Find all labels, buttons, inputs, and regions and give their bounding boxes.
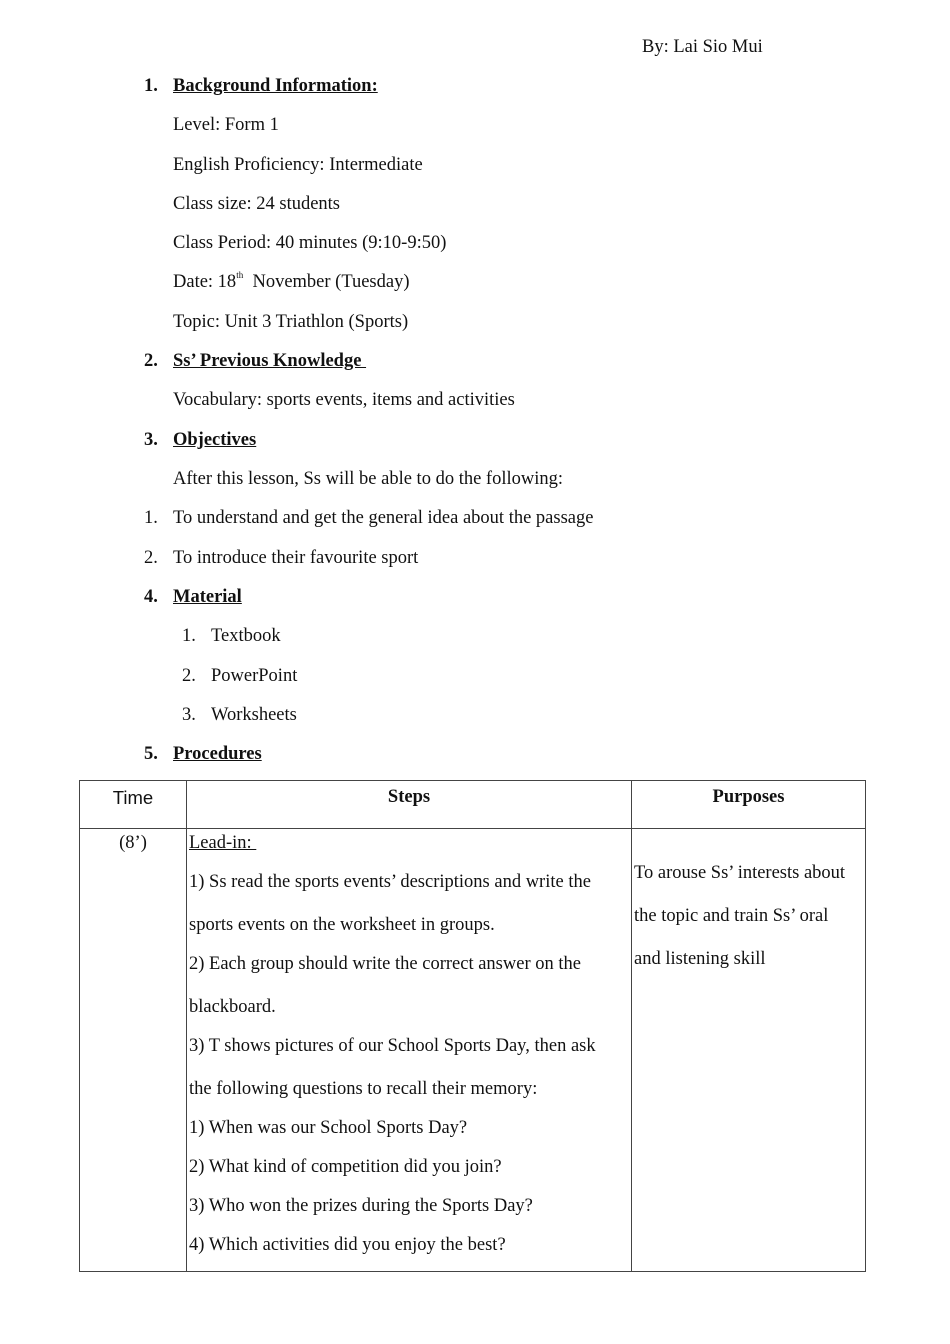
- purpose-line: To arouse Ss’ interests about: [634, 863, 846, 883]
- section-number: 5.: [144, 744, 158, 764]
- step-line: 3) T shows pictures of our School Sports Day, then ask: [189, 1036, 596, 1056]
- class-size-text: Class size: 24 students: [173, 194, 341, 214]
- date-suffix: November (Tuesday): [252, 272, 410, 292]
- question-line: 4) Which activities did you enjoy the best?: [189, 1235, 506, 1255]
- step-line: 2) Each group should write the correct answer on the: [189, 954, 581, 974]
- section-title-background: Background Information:: [173, 76, 378, 96]
- objective-number: 2.: [144, 548, 158, 568]
- objective-item: To introduce their favourite sport: [173, 548, 419, 568]
- header-steps: Steps: [187, 781, 632, 829]
- steps-cell: [187, 829, 632, 1272]
- header-purposes: Purposes: [632, 781, 866, 829]
- question-line: 2) What kind of competition did you join?: [189, 1157, 502, 1177]
- topic-text: Topic: Unit 3 Triathlon (Sports): [173, 312, 409, 332]
- section-title-procedures: Procedures: [173, 744, 262, 764]
- section-number: 2.: [144, 351, 158, 371]
- material-number: 2.: [182, 666, 196, 686]
- objectives-intro: After this lesson, Ss will be able to do the following:: [173, 469, 563, 489]
- step-line: blackboard.: [189, 997, 276, 1017]
- section-number: 4.: [144, 587, 158, 607]
- material-number: 3.: [182, 705, 196, 725]
- table-row: [80, 829, 866, 1272]
- proficiency-text: English Proficiency: Intermediate: [173, 155, 423, 175]
- purpose-line: the topic and train Ss’ oral: [634, 906, 829, 926]
- step-line: the following questions to recall their memory:: [189, 1079, 538, 1099]
- author-line: By: Lai Sio Mui: [642, 37, 763, 57]
- date-ordinal: th: [236, 270, 244, 280]
- purpose-line: and listening skill: [634, 949, 766, 969]
- material-item: Worksheets: [211, 705, 297, 725]
- question-line: 3) Who won the prizes during the Sports Day?: [189, 1196, 533, 1216]
- objective-item: To understand and get the general idea about the passage: [173, 508, 594, 528]
- material-number: 1.: [182, 626, 196, 646]
- level-text: Level: Form 1: [173, 115, 279, 135]
- date-prefix: Date: 18: [173, 272, 237, 292]
- leadin-label: Lead-in:: [189, 833, 257, 853]
- procedures-table: [79, 780, 866, 1272]
- time-cell: [80, 829, 187, 1272]
- purposes-cell: [632, 829, 866, 1272]
- step-line: 1) Ss read the sports events’ descriptions and write the: [189, 872, 591, 892]
- class-period-text: Class Period: 40 minutes (9:10-9:50): [173, 233, 447, 253]
- question-line: 1) When was our School Sports Day?: [189, 1118, 468, 1138]
- material-item: PowerPoint: [211, 666, 298, 686]
- date-text: [173, 272, 410, 293]
- header-time: Time: [80, 781, 187, 829]
- section-title-previous-knowledge: Ss’ Previous Knowledge: [173, 351, 367, 371]
- time-value: (8’): [119, 833, 147, 853]
- section-title-objectives: Objectives: [173, 430, 257, 450]
- objective-number: 1.: [144, 508, 158, 528]
- section-number: 1.: [144, 76, 158, 96]
- vocabulary-text: Vocabulary: sports events, items and activities: [173, 390, 515, 410]
- step-line: sports events on the worksheet in groups.: [189, 915, 495, 935]
- section-number: 3.: [144, 430, 158, 450]
- material-item: Textbook: [211, 626, 281, 646]
- section-title-material: Material: [173, 587, 242, 607]
- table-header-row: [80, 781, 866, 829]
